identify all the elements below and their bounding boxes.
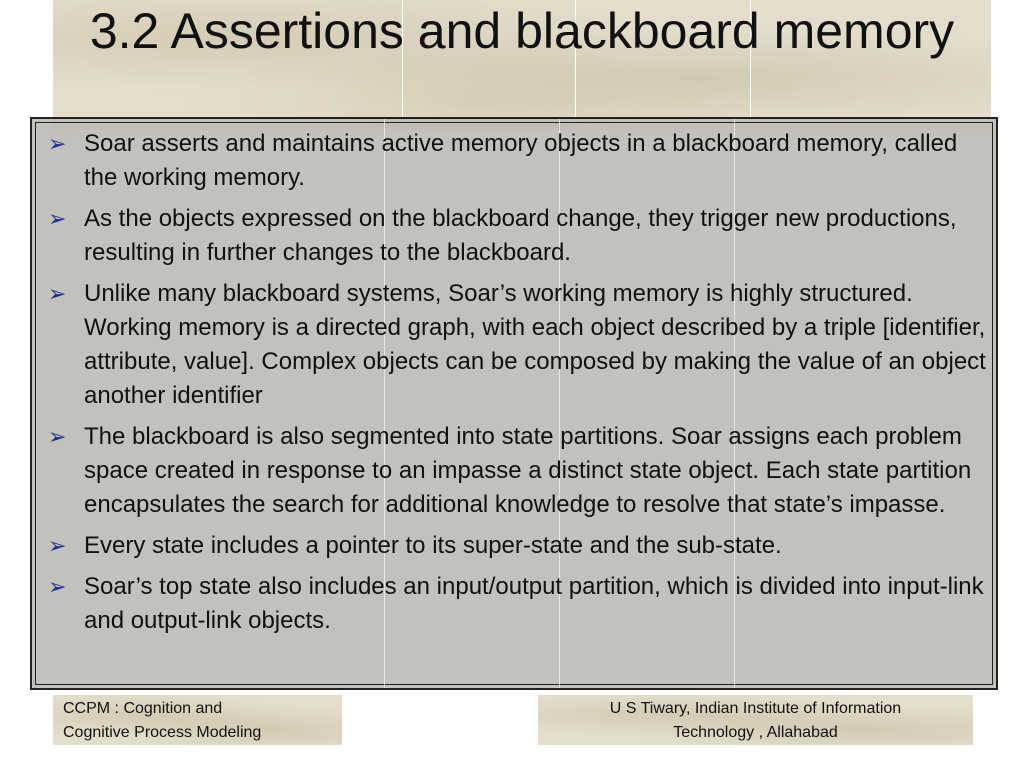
content-box [30, 117, 998, 690]
bullet-text: Soar’s top state also includes an input/output partition, which is divided into input-link and output-link objects. [84, 573, 984, 634]
footer-author-line1: U S Tiwary, Indian Institute of Information [609, 700, 902, 717]
bullet-item [46, 202, 986, 270]
slide-title: 3.2 Assertions and blackboard memory [89, 3, 955, 59]
footer-author [538, 695, 973, 745]
bullet-text: Soar asserts and maintains active memory objects in a blackboard memory, called the working memory. [84, 130, 958, 191]
bullet-list [46, 127, 986, 645]
bullet-text: The blackboard is also segmented into state partitions. Soar assigns each problem space created in response to an impasse a distinct state object. Each state partition encapsulates the search for additional knowledge to resolve that state’s impasse. [84, 423, 972, 518]
bullet-item [46, 420, 986, 522]
arrow-bullet-icon: ➢ [48, 533, 67, 558]
arrow-bullet-icon: ➢ [48, 131, 67, 156]
bullet-item [46, 570, 986, 638]
bullet-text: Every state includes a pointer to its super-state and the sub-state. [84, 532, 782, 559]
bullet-text: Unlike many blackboard systems, Soar’s working memory is highly structured. Working memory is a directed graph, with each object described by a triple [identifier, attribute, value]. Complex objects can be composed by making the value of an object another identifier [84, 280, 986, 409]
bullet-item [46, 127, 986, 195]
bullet-text: As the objects expressed on the blackboard change, they trigger new productions, resulting in further changes to the blackboard. [84, 205, 957, 266]
bullet-item [46, 529, 986, 563]
footer-course-line1: CCPM : Cognition and [63, 700, 223, 717]
arrow-bullet-icon: ➢ [48, 206, 67, 231]
bullet-item [46, 277, 986, 413]
arrow-bullet-icon: ➢ [48, 574, 67, 599]
arrow-bullet-icon: ➢ [48, 281, 67, 306]
arrow-bullet-icon: ➢ [48, 424, 67, 449]
footer-course [53, 695, 342, 745]
footer-course-line2: Cognitive Process Modeling [63, 724, 262, 741]
footer-author-line2: Technology , Allahabad [673, 724, 838, 741]
